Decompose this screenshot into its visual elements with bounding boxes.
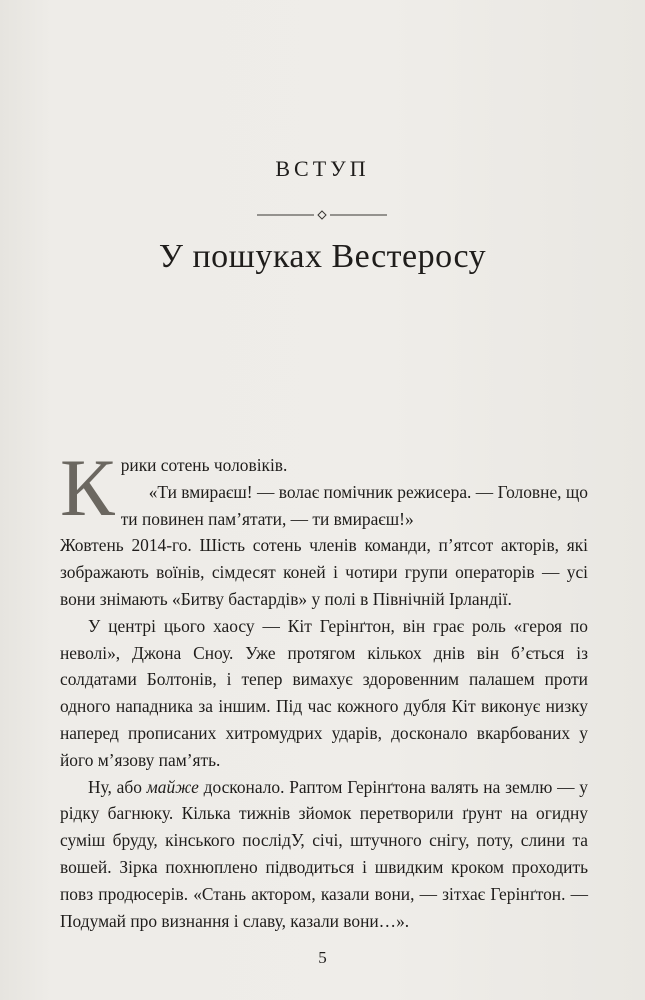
paragraph-2: Жовтень 2014-го. Шість сотень членів команди, п’ятсот акторів, які зображають воїнів, сімдесят коней і чотири групи операторів — усі вони знімають «Битву бастардів» у полі в Північній Ірландії. <box>60 535 588 609</box>
paragraph-4-start: Ну, або <box>88 776 147 797</box>
paragraph-4-rest: досконало. Раптом Герінґтона валять на землю — у рідку багнюку. Кілька тижнів зйомок перетворили ґрунт на огидну суміш бруду, кінського послідУ, січі, штучного снігу, поту, слини та вошей. Зірка похнюплено підводиться і швидким кроком проходить повз продюсерів. «Стань актором, казали вони, — зітхає Герінґтон. — Подумай про визнання і славу, казали вони…». <box>60 776 588 931</box>
paragraph-1: «Ти вмираєш! — волає помічник режисера. — Головне, що ти повинен пам’ятати, — ти вмираєш!» <box>120 481 588 529</box>
page-number: 5 <box>318 948 327 967</box>
chapter-title: У пошуках Вестеросу <box>158 238 487 275</box>
paragraph-4 <box>60 774 588 935</box>
chapter-label: ВСТУП <box>275 156 370 181</box>
opening-line: рики сотень чоловіків. <box>120 455 288 475</box>
paragraph-3: У центрі цього хаосу — Кіт Герінґтон, він грає роль «героя по неволі», Джона Сноу. Уже протягом кількох днів він б’ється із солдатами Болтонів, і тепер вимахує здоровенним палашем проти одного нападника за іншим. Під час кожного дубля Кіт виконує низку наперед прописаних хитромудрих ударів, досконало вкарбованих у його м’язову пам’ять. <box>60 615 588 770</box>
body-text <box>60 442 588 934</box>
drop-cap: К <box>60 442 115 533</box>
emphasis-word: майже <box>146 776 199 797</box>
ornament-divider <box>257 210 387 220</box>
